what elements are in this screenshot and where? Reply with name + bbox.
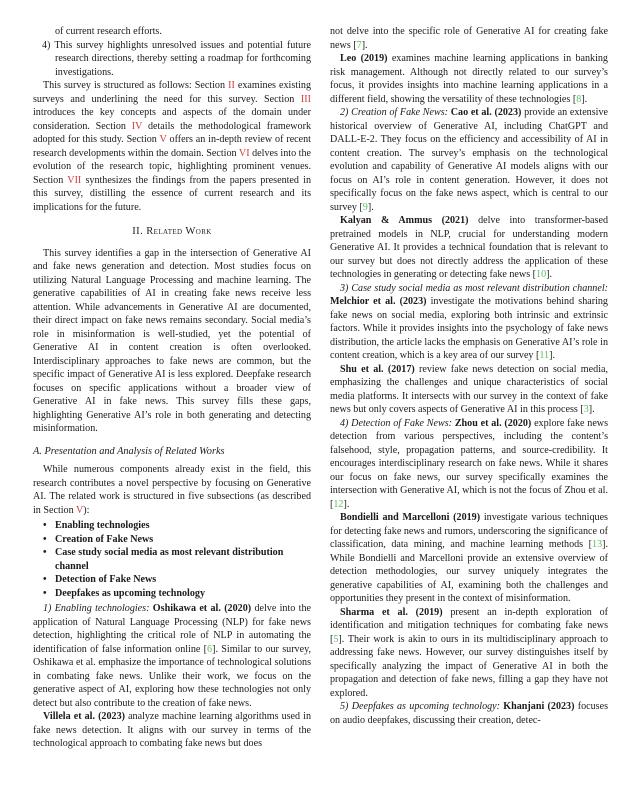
paragraph	[330, 52, 608, 106]
text-segment: Kalyan & Ammus (2021)	[340, 215, 469, 226]
text-segment: Cao et al. (2023)	[450, 107, 522, 118]
citation-link[interactable]: 8	[576, 93, 582, 105]
text-segment: review fake news detection on social media, emphasizing the challenges and unique characteristics of social media platforms. It intersects with our survey in the context of fake news but only covers aspects of Generative AI in this process [	[330, 363, 608, 415]
text-segment: ]. Similar to our survey, Oshikawa et al. emphasize the importance of technological solutions in combating fake news. Unlike their work, we focus on the generative aspect of AI, exploring how these technologies not only detect but also contribute to the creation of fake news.	[33, 643, 311, 709]
text-segment: This survey identifies a gap in the intersection of Generative AI and fake news generation and detection. Most studies focus on utilizing Natural Language Processing and machine learning. The generative capabilities of AI in creating fake news receive less attention. While advancements in Generative AI are documented, their direct impact on fake news remains secondary. Social media’s role in misinformation is well-studied, yet the potential of Generative AI in content creation is often overlooked. Interdisciplinary approaches to fake news are common, but the specific impact of Generative AI is less explored. Deepfake research focuses on specific applications without a broader view of Generative AI in fake news. This survey fills these gaps, highlighting Generative AI’s role in both generating and detecting misinformation.	[33, 247, 311, 434]
citation-link[interactable]: 5	[333, 633, 339, 645]
section-ref-link[interactable]: V	[76, 504, 84, 516]
section-ref-link[interactable]: II	[228, 80, 235, 91]
citation-link[interactable]: 7	[356, 39, 362, 51]
paragraph	[330, 282, 608, 363]
text-segment: 1) Enabling technologies:	[43, 603, 153, 614]
text-segment: 3) Case study social media as most relevant distribution channel:	[340, 282, 608, 294]
text-segment: This survey highlights unresolved issues and potential future research directions, thereby setting a roadmap for forthcoming investigations.	[54, 39, 312, 78]
bullet-item: • Detection of Fake News	[45, 573, 311, 587]
text-segment: Oshikawa et al. (2020)	[152, 603, 252, 614]
text-segment: synthesizes the findings from the papers presented in this survey, distilling the essence of current research and its implications for the future.	[33, 174, 311, 213]
bullet-item: • Creation of Fake News	[45, 533, 311, 547]
text-segment: of current research efforts.	[55, 26, 162, 37]
text-segment: ].	[361, 39, 368, 51]
text-segment: not delve into the specific role of Generative AI for creating fake news [	[330, 26, 608, 51]
text-segment: ]. While Bondielli and Marcelloni provide an extensive overview of detection methodologies, our survey uniquely integrates the generative capabilities of AI, examining both the challenges and opportunities they present in the context of misinformation.	[330, 539, 608, 604]
text-segment: introduces the key concepts and aspects of the domain under consideration. Section	[33, 107, 311, 132]
numbered-item	[33, 39, 311, 80]
text-segment: 2) Creation of Fake News:	[340, 107, 451, 118]
citation-link[interactable]: 9	[362, 201, 368, 213]
text-segment: ].	[343, 498, 350, 510]
section-ref-link[interactable]: III	[300, 93, 311, 105]
text-segment: ].	[581, 93, 588, 105]
text-segment: delve into transformer-based pretrained models in NLP, crucial for understanding modern Generative AI. It provides a technical foundation that is relevant to our survey but does not directly address the application of these technologies in generating or detecting fake news [	[330, 215, 608, 280]
bullet-item: • Case study social media as most relevant distribution channel	[45, 546, 311, 573]
text-segment: This survey is structured as follows: Section	[43, 80, 229, 91]
paragraph	[330, 363, 608, 417]
paragraph	[330, 417, 608, 512]
text-segment: explore fake news detection from various perspectives, including the content’s falsehood, style, propagation patterns, and source-credibility. It encourages interdisciplinary research on fake news. While it shares our focus on fake news, our survey specifically examines the intersection with Generative AI, which is not the focus of Zhou et al. [	[330, 417, 609, 510]
text-segment: ].	[546, 269, 552, 280]
paragraph	[33, 247, 311, 436]
paragraph	[33, 79, 311, 214]
text-segment: provide an extensive historical overview of Generative AI, including ChatGPT and DALL-E-2. They focus on the efficiency and accessibility of AI in content creation. The survey’s emphasis on the technological evolution and capability of Generative AI models aligns with our focus on AI’s role in content generation. However, it does not specifically focus on the fake news aspect, which is central to our survey [	[330, 107, 608, 213]
paragraph	[330, 106, 608, 214]
text-segment: present an in-depth exploration of identification and mitigation techniques for combating fake news [	[330, 606, 608, 645]
citation-link[interactable]: 13	[592, 539, 603, 550]
text-segment: analyze machine learning algorithms used in fake news detection. It aligns with our survey in terms of the technological approach to combating fake news but does	[33, 711, 312, 749]
text-segment: Melchior et al. (2023)	[330, 296, 427, 307]
text-segment: 4) Detection of Fake News:	[340, 417, 455, 429]
text-segment: Khanjani (2023)	[503, 701, 575, 712]
paragraph	[33, 602, 311, 710]
citation-link[interactable]: 3	[583, 404, 589, 415]
text-segment: investigate the motivations behind sharing fake news on social media, exploring both intrinsic and extrinsic factors. While it provides insights into the psychology of fake news distribution, the article lacks the emphasis on Generative AI’s role in content creation, which is a key area of our survey [	[330, 296, 608, 361]
text-segment: investigate various techniques for detecting fake news and rumors, underscoring the significance of classification, data mining, and machine learning methods [	[330, 512, 608, 550]
text-segment: Sharma et al. (2019)	[340, 606, 443, 618]
text-segment: Bondielli and Marcelloni (2019)	[340, 512, 481, 523]
text-segment: Zhou et al. (2020)	[454, 417, 532, 429]
paragraph	[330, 214, 608, 282]
paragraph	[330, 700, 608, 727]
text-segment: Shu et al. (2017)	[340, 363, 415, 375]
section-ref-link[interactable]: VI	[238, 147, 250, 159]
section-heading: II. Related Work	[132, 226, 212, 237]
citation-link[interactable]: 11	[539, 350, 550, 361]
text-segment: delves into the evolution of the research topic, highlighting prominent venues. Section	[33, 147, 312, 186]
paragraph	[330, 606, 608, 701]
text-segment: ].	[367, 201, 374, 213]
paragraph	[330, 511, 608, 606]
text-segment: ].	[549, 350, 555, 361]
citation-link[interactable]: 10	[536, 269, 547, 280]
section-ref-link[interactable]: IV	[131, 120, 143, 132]
text-segment: examines machine learning applications in banking risk management. Although not directly related to our survey’s focus, it provides insights into machine learning applications in a different field, showing the versatility of these technologies [	[330, 53, 608, 105]
citation-link[interactable]: 6	[207, 643, 213, 655]
text-segment: delve into the application of Natural Language Processing (NLP) for fake news detection, highlighting the critical role of NLP in automating the identification of false information online [	[33, 603, 311, 655]
right-column	[330, 25, 608, 727]
text-segment: Leo (2019)	[340, 53, 388, 64]
text-segment: offers an in-depth review of recent research developments within the domain. Section	[33, 134, 311, 159]
text-segment: Villela et al. (2023)	[43, 711, 125, 722]
left-column	[33, 25, 311, 751]
text-segment: examines existing surveys and underlining the need for this survey. Section	[33, 80, 311, 105]
text-segment: ):	[83, 504, 90, 516]
text-segment: ].	[588, 404, 595, 415]
bullet-item: • Deepfakes as upcoming technology	[45, 587, 311, 601]
text-segment: details the methodological framework adopted for this study. Section	[33, 120, 311, 145]
citation-link[interactable]: 12	[333, 498, 344, 510]
text-segment: 5) Deepfakes as upcoming technology:	[340, 701, 504, 712]
section-ref-link[interactable]: V	[159, 134, 167, 145]
paragraph	[33, 710, 311, 751]
item-number: 4)	[42, 39, 55, 51]
text-segment: While numerous components already exist in the field, this research contributes a novel perspective by focusing on Generative AI. The related work is structured in five subsections (as described in Section	[33, 464, 311, 516]
paragraph	[33, 463, 311, 517]
continuation-line	[33, 25, 311, 39]
paragraph	[330, 25, 608, 52]
bullet-list	[33, 519, 311, 600]
text-segment: focuses on audio deepfakes, discussing their creation, detec-	[330, 701, 609, 726]
text-segment: ]. Their work is akin to ours in its multidisciplinary approach to addressing fake news. However, our survey distinguishes itself by specifically analyzing the impact of Generative AI in both the propagation and detection of fake news, filling a gap they have not explored.	[330, 633, 608, 699]
section-ref-link[interactable]: VII	[67, 174, 82, 186]
subsection-heading: A. Presentation and Analysis of Related Works	[33, 445, 225, 457]
bullet-item: • Enabling technologies	[45, 519, 311, 533]
